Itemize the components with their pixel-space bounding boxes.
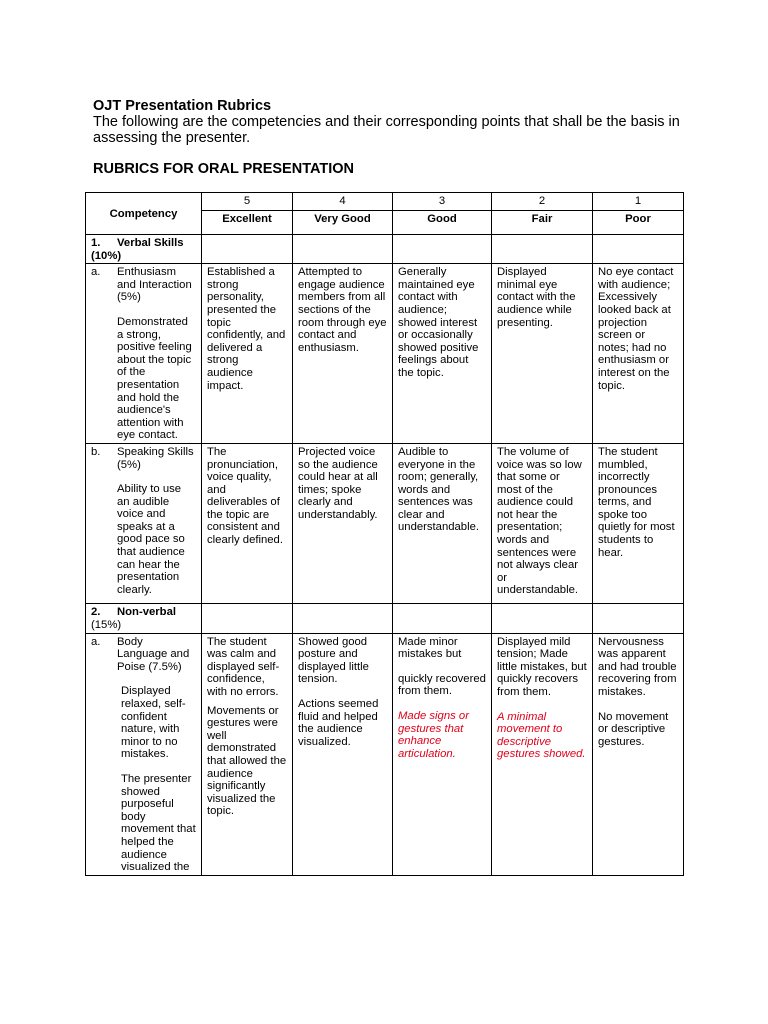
- rating-text: Movements or gestures were well demonstrated that allowed the audience significantly visualized the topic.: [207, 704, 287, 818]
- rating-cell-poor: No eye contact with audience; Excessively looked back at projection screen or notes; had no enthusiasm or interest on the topic.: [593, 264, 684, 444]
- label-header-poor: Poor: [593, 211, 684, 235]
- rating-cell-poor: The student mumbled, incorrectly pronounces terms, and spoke too quietly for most students to hear.: [593, 443, 684, 604]
- document-intro: The following are the competencies and their corresponding points that shall be the basis in assessing the presenter.: [93, 114, 680, 146]
- competency-name: Body Language and Poise (7.5%): [117, 635, 190, 673]
- rating-text: quickly recovered from them.: [398, 672, 486, 698]
- competency-cell: [86, 443, 202, 604]
- rating-text: Made minor mistakes but: [398, 635, 462, 661]
- points-header-3: 3: [393, 193, 492, 211]
- rating-cell-good: Generally maintained eye contact with audience; showed interest or occasionally showed positive feelings about the topic.: [393, 264, 492, 444]
- rating-cell-fair: The volume of voice was so low that some or most of the audience could not hear the presentation; words and sentences were not always clear or understandable.: [492, 443, 593, 604]
- competency-description: Ability to use an audible voice and speaks at a good pace so that audience can hear the presentation clearly.: [117, 483, 185, 596]
- rating-cell-good: Audible to everyone in the room; generally, words and sentences was clear and understandable.: [393, 443, 492, 604]
- points-header-5: 5: [202, 193, 293, 211]
- section-title: Non-verbal: [117, 606, 177, 619]
- rating-text: Nervousness was apparent and had trouble recovering from mistakes.: [598, 635, 677, 698]
- label-header-excellent: Excellent: [202, 211, 293, 235]
- rating-cell-excellent: [202, 633, 293, 875]
- table-row: [86, 633, 684, 875]
- rating-cell-fair: Displayed minimal eye contact with the audience while presenting.: [492, 264, 593, 444]
- rating-text: Actions seemed fluid and helped the audience visualized.: [298, 698, 379, 748]
- competency-description-2: The presenter showed purposeful body movement that helped the audience visualized the: [121, 772, 196, 874]
- rating-text-highlight: A minimal movement to descriptive gestures showed.: [497, 710, 586, 761]
- competency-description: Demonstrated a strong, positive feeling about the topic of the presentation and hold the audience's attention with eye contact.: [117, 315, 192, 442]
- section-number: 2.: [91, 606, 101, 619]
- rating-text: No movement or descriptive gestures.: [598, 710, 669, 748]
- row-letter: a.: [91, 266, 101, 279]
- rubric-table: [85, 192, 684, 876]
- section-row-verbal: [86, 235, 684, 264]
- label-header-fair: Fair: [492, 211, 593, 235]
- table-row: [86, 264, 684, 444]
- rating-cell-excellent: Established a strong personality, presented the topic confidently, and delivered a strong audience impact.: [202, 264, 293, 444]
- rating-cell-very-good: [293, 633, 393, 875]
- table-row: [86, 443, 684, 604]
- points-header-2: 2: [492, 193, 593, 211]
- section-heading: RUBRICS FOR ORAL PRESENTATION: [93, 161, 355, 177]
- competency-name: Enthusiasm and Interaction (5%): [117, 266, 192, 304]
- rating-text: The student was calm and displayed self-confidence, with no errors.: [207, 635, 280, 698]
- competency-cell: [86, 633, 202, 875]
- competency-name: Speaking Skills (5%): [117, 445, 194, 471]
- document-title: OJT Presentation Rubrics: [93, 98, 272, 114]
- competency-description: Displayed relaxed, self-confident nature, with minor to no mistakes.: [121, 685, 186, 761]
- section-number: 1.: [91, 237, 101, 249]
- label-header-very-good: Very Good: [293, 211, 393, 235]
- section-title: Verbal Skills (10%): [91, 237, 184, 262]
- rating-cell-poor: [593, 633, 684, 875]
- competency-cell: [86, 264, 202, 444]
- section-weight: (15%): [91, 619, 122, 632]
- header-row-points: [86, 193, 684, 211]
- rating-cell-fair: [492, 633, 593, 875]
- rating-text-highlight: Made signs or gestures that enhance articulation.: [398, 710, 469, 760]
- rating-cell-very-good: Attempted to engage audience members from all sections of the room through eye contact and enthusiasm.: [293, 264, 393, 444]
- row-letter: a.: [91, 635, 101, 648]
- rating-cell-very-good: Projected voice so the audience could hear at all times; spoke clearly and understandably.: [293, 443, 393, 604]
- competency-header: Competency: [86, 193, 202, 235]
- rating-cell-good: [393, 633, 492, 875]
- points-header-4: 4: [293, 193, 393, 211]
- rating-text: Displayed mild tension; Made little mistakes, but quickly recovers from them.: [497, 635, 587, 698]
- points-header-1: 1: [593, 193, 684, 211]
- label-header-good: Good: [393, 211, 492, 235]
- rating-text: Showed good posture and displayed little tension.: [298, 635, 369, 686]
- section-title-cell: [86, 235, 202, 264]
- section-title-cell: [86, 604, 202, 633]
- rating-cell-excellent: The pronunciation, voice quality, and deliverables of the topic are consistent and clearly defined.: [202, 443, 293, 604]
- row-letter: b.: [91, 445, 101, 458]
- section-row-non-verbal: [86, 604, 684, 633]
